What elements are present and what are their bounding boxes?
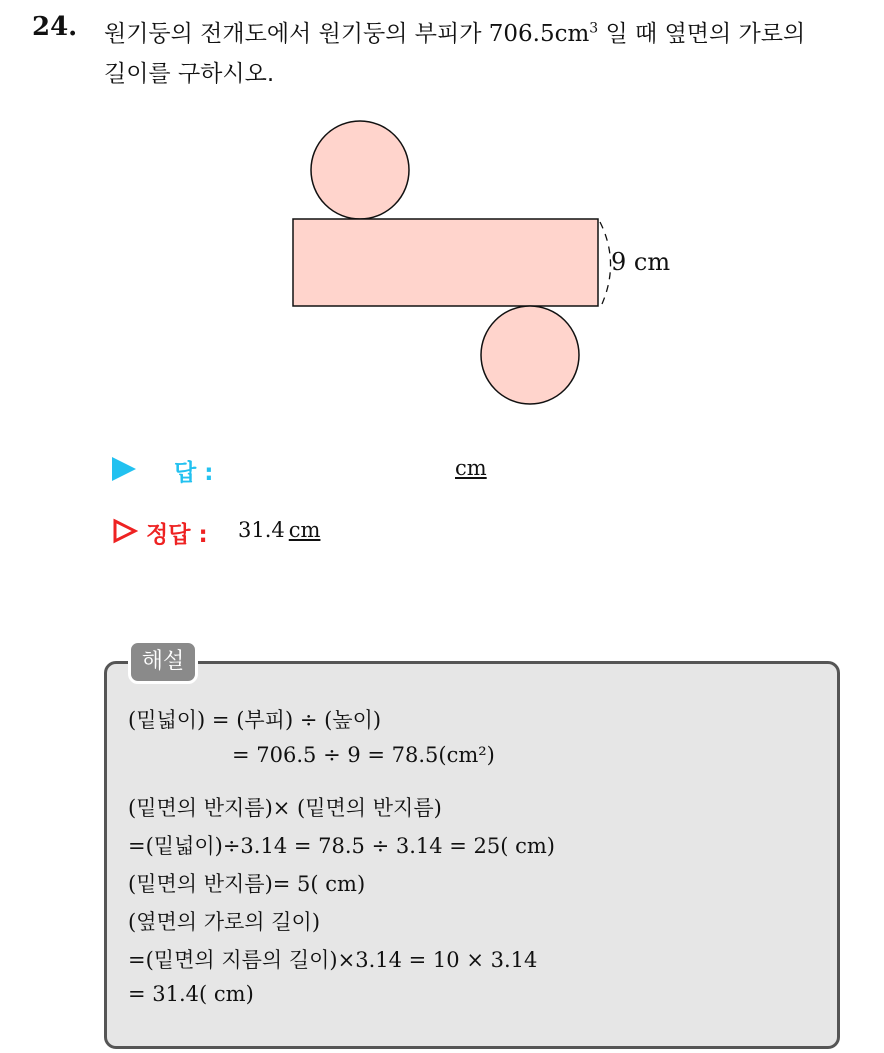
question-text-line1 xyxy=(104,15,805,48)
question-text-part1: 원기둥의 전개도에서 원기둥의 부피가 xyxy=(104,21,489,47)
explanation-line: = 706.5 ÷ 9 = 78.5(cm²) xyxy=(232,743,495,767)
explanation-line: =(밑면의 지름의 길이)×3.14 = 10 × 3.14 xyxy=(128,948,538,972)
correct-marker xyxy=(112,517,138,544)
height-label: 9 cm xyxy=(611,248,671,276)
correct-label: 정답 : xyxy=(146,522,208,548)
cylinder-net-figure xyxy=(280,110,700,410)
outline-triangle-icon xyxy=(112,518,138,544)
explanation-line: (밑면의 반지름)= 5( cm) xyxy=(128,872,366,896)
top-base-circle xyxy=(311,121,409,219)
explanation-tab: 해설 xyxy=(128,640,198,684)
explanation-line: = 31.4( cm) xyxy=(128,982,254,1006)
explanation-line: (밑넓이) = (부피) ÷ (높이) xyxy=(128,708,382,732)
explanation-line: =(밑넓이)÷3.14 = 78.5 ÷ 3.14 = 25( cm) xyxy=(128,834,556,858)
question-text-line2: 길이를 구하시오. xyxy=(104,61,275,87)
play-triangle-icon xyxy=(112,457,136,481)
correct-answer xyxy=(238,518,320,542)
question-number: 24. xyxy=(32,12,78,42)
answer-marker xyxy=(112,455,136,481)
correct-value: 31.4 xyxy=(238,518,285,542)
answer-unit: cm xyxy=(455,456,487,480)
volume-exponent: 3 xyxy=(589,20,599,37)
lateral-face-rectangle xyxy=(293,219,598,306)
volume-value: 706.5cm xyxy=(488,21,590,47)
explanation-line: (옆면의 가로의 길이) xyxy=(128,910,321,934)
question-text-part2: 일 때 옆면의 가로의 xyxy=(598,21,806,47)
correct-unit: cm xyxy=(288,518,321,542)
bottom-base-circle xyxy=(481,306,579,404)
height-dimension-arc xyxy=(600,222,611,304)
answer-label: 답 : xyxy=(174,460,214,486)
explanation-line: (밑면의 반지름)× (밑면의 반지름) xyxy=(128,796,442,820)
